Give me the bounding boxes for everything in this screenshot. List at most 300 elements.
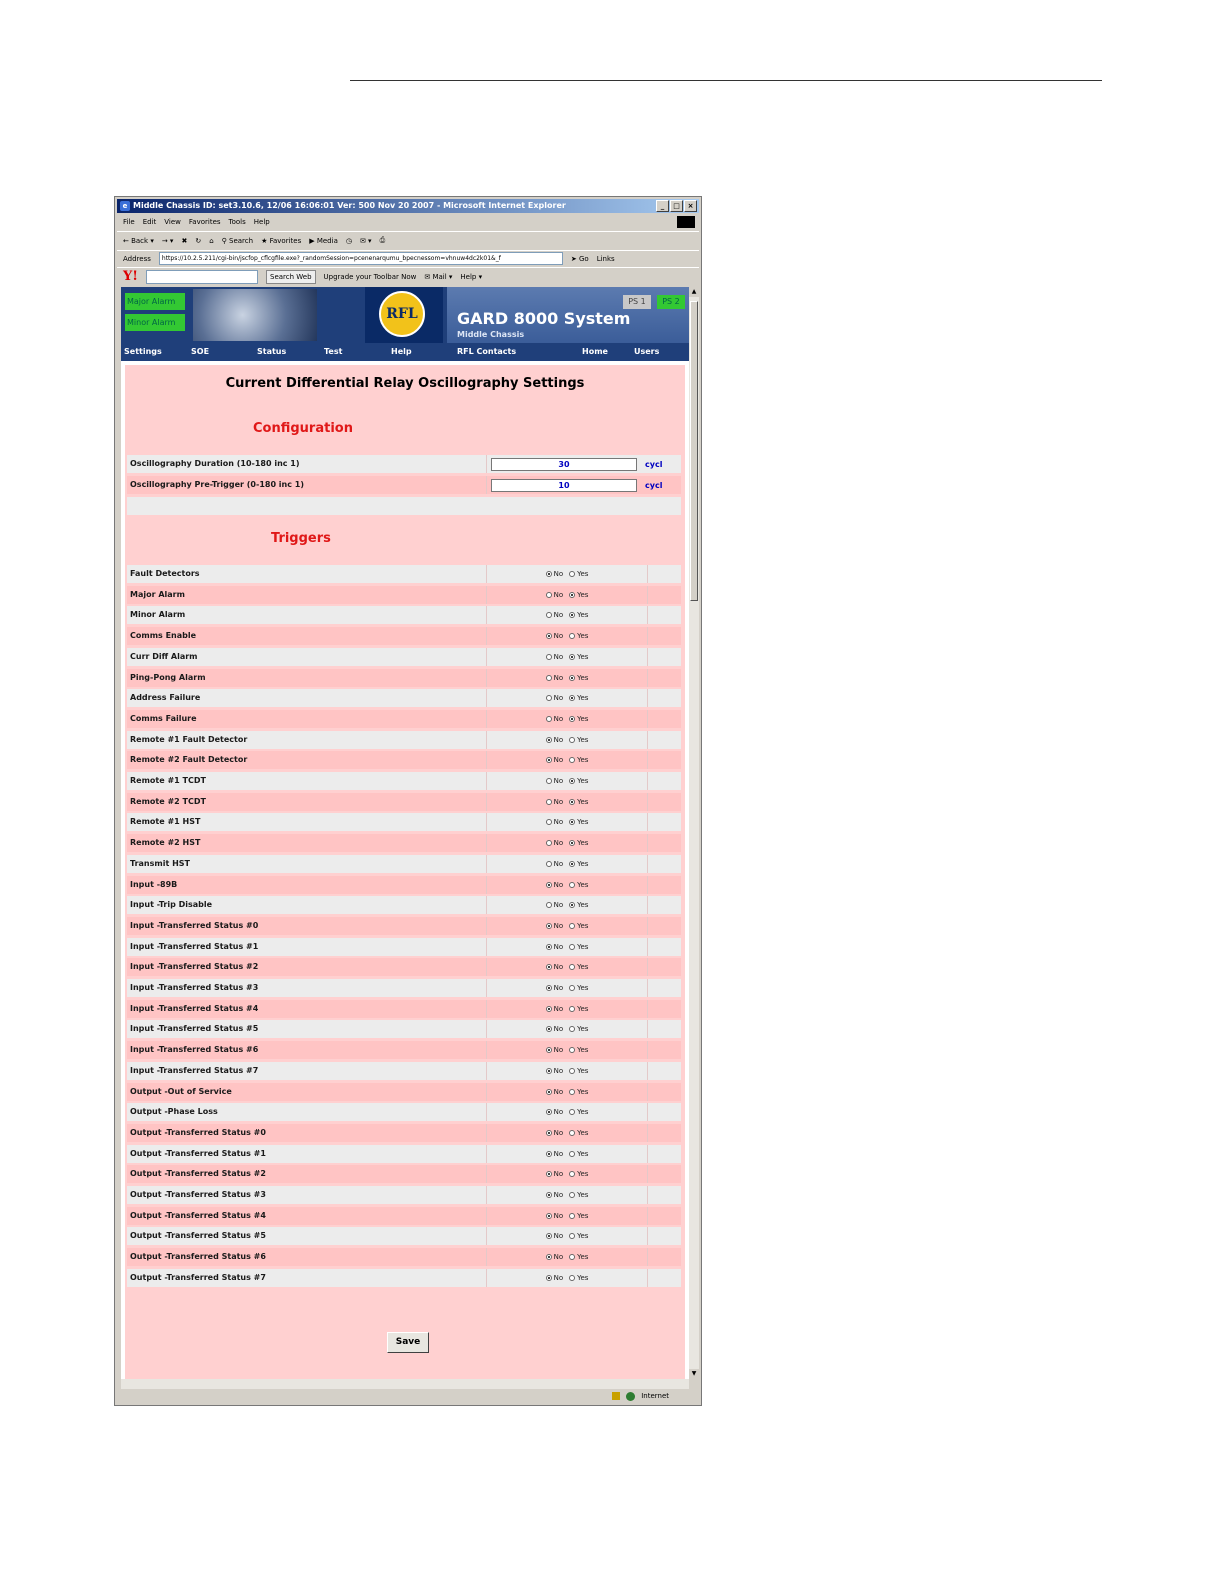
- radio-no[interactable]: [546, 1191, 564, 1199]
- radio-yes[interactable]: [569, 756, 588, 764]
- radio-label: Yes: [577, 1211, 589, 1220]
- zone-label: Internet: [641, 1392, 669, 1400]
- radio-no[interactable]: [546, 1088, 564, 1096]
- radio-button[interactable]: [569, 944, 575, 950]
- print-icon[interactable]: ⎙: [379, 236, 386, 244]
- radio-label: Yes: [577, 942, 589, 951]
- radio-yes[interactable]: [569, 860, 588, 868]
- trigger-label: Output -Out of Service: [127, 1083, 487, 1101]
- radio-label: No: [553, 694, 564, 703]
- radio-button[interactable]: [569, 861, 575, 867]
- nav-help[interactable]: Help: [391, 347, 412, 356]
- radio-yes[interactable]: [569, 963, 588, 971]
- trigger-row: [127, 648, 681, 666]
- trigger-radio-group: [487, 565, 648, 583]
- radio-no[interactable]: [546, 1025, 564, 1033]
- trigger-label: Comms Enable: [127, 627, 487, 645]
- radio-button[interactable]: [569, 985, 575, 991]
- radio-no[interactable]: [546, 901, 564, 909]
- trigger-radio-group: [487, 855, 648, 873]
- radio-no[interactable]: [546, 591, 564, 599]
- radio-yes[interactable]: [569, 1232, 588, 1240]
- radio-button[interactable]: [569, 819, 575, 825]
- trigger-radio-group: [487, 1103, 648, 1121]
- radio-no[interactable]: [546, 1129, 564, 1137]
- radio-no[interactable]: [546, 611, 564, 619]
- status-bar: [117, 1389, 699, 1403]
- scroll-down-icon[interactable]: ▼: [689, 1369, 699, 1379]
- radio-yes[interactable]: [569, 1088, 588, 1096]
- menu-favorites[interactable]: Favorites: [188, 218, 221, 226]
- radio-yes[interactable]: [569, 632, 588, 640]
- vertical-scrollbar[interactable]: [689, 287, 699, 1379]
- radio-button[interactable]: [569, 1026, 575, 1032]
- media-button[interactable]: ▶ Media: [309, 236, 338, 245]
- trigger-row: [127, 710, 681, 728]
- header-photo: [193, 289, 317, 341]
- radio-label: No: [553, 797, 564, 806]
- trigger-row: [127, 938, 681, 956]
- radio-button[interactable]: [546, 902, 552, 908]
- radio-yes[interactable]: [569, 798, 588, 806]
- radio-yes[interactable]: [569, 1046, 588, 1054]
- radio-no[interactable]: [546, 984, 564, 992]
- configuration-heading: Configuration: [253, 421, 353, 436]
- radio-no[interactable]: [546, 1108, 564, 1116]
- radio-button[interactable]: [569, 654, 575, 660]
- trigger-row: [127, 1124, 681, 1142]
- radio-yes[interactable]: [569, 839, 588, 847]
- radio-no[interactable]: [546, 1274, 564, 1282]
- radio-label: Yes: [577, 1232, 589, 1241]
- radio-button[interactable]: [546, 675, 552, 681]
- radio-button[interactable]: [569, 757, 575, 763]
- radio-button[interactable]: [546, 592, 552, 598]
- radio-yes[interactable]: [569, 1212, 588, 1220]
- radio-no[interactable]: [546, 1005, 564, 1013]
- radio-label: No: [553, 1253, 564, 1262]
- radio-button[interactable]: [546, 571, 552, 577]
- radio-button[interactable]: [546, 1233, 552, 1239]
- radio-no[interactable]: [546, 1253, 564, 1261]
- radio-no[interactable]: [546, 1170, 564, 1178]
- trigger-radio-group: [487, 606, 648, 624]
- radio-label: Yes: [577, 1066, 589, 1075]
- trigger-radio-group: [487, 1248, 648, 1266]
- duration-input[interactable]: 30: [491, 458, 637, 471]
- trigger-radio-group: [487, 1145, 648, 1163]
- radio-no[interactable]: [546, 674, 564, 682]
- radio-yes[interactable]: [569, 777, 588, 785]
- radio-label: No: [553, 818, 564, 827]
- radio-label: No: [553, 1232, 564, 1241]
- radio-no[interactable]: [546, 818, 564, 826]
- mail-button[interactable]: ✉ Mail ▾: [424, 272, 453, 281]
- radio-no[interactable]: [546, 715, 564, 723]
- radio-label: Yes: [577, 880, 589, 889]
- radio-label: No: [553, 839, 564, 848]
- radio-no[interactable]: [546, 653, 564, 661]
- radio-label: No: [553, 901, 564, 910]
- radio-no[interactable]: [546, 860, 564, 868]
- back-button[interactable]: ← Back ▾: [123, 236, 154, 245]
- radio-button[interactable]: [569, 882, 575, 888]
- radio-yes[interactable]: [569, 1067, 588, 1075]
- radio-label: Yes: [577, 921, 589, 930]
- radio-button[interactable]: [569, 1233, 575, 1239]
- menu-help[interactable]: Help: [253, 218, 270, 226]
- trigger-row: [127, 1083, 681, 1101]
- trigger-label: Remote #1 TCDT: [127, 772, 487, 790]
- trigger-row: [127, 1145, 681, 1163]
- radio-button[interactable]: [546, 944, 552, 950]
- trigger-label: Major Alarm: [127, 586, 487, 604]
- radio-yes[interactable]: [569, 922, 588, 930]
- config-row: [127, 476, 681, 494]
- radio-no[interactable]: [546, 777, 564, 785]
- radio-button[interactable]: [546, 1275, 552, 1281]
- save-button[interactable]: Save: [387, 1332, 429, 1353]
- trigger-radio-group: [487, 772, 648, 790]
- radio-no[interactable]: [546, 1067, 564, 1075]
- radio-button[interactable]: [569, 633, 575, 639]
- radio-button[interactable]: [569, 1151, 575, 1157]
- trigger-row: [127, 1103, 681, 1121]
- system-title: GARD 8000 System: [457, 309, 631, 328]
- trigger-radio-group: [487, 793, 648, 811]
- radio-button[interactable]: [569, 737, 575, 743]
- trigger-row: [127, 586, 681, 604]
- scroll-up-icon[interactable]: ▲: [689, 287, 699, 297]
- radio-yes[interactable]: [569, 1274, 588, 1282]
- radio-label: No: [553, 984, 564, 992]
- radio-button[interactable]: [569, 840, 575, 846]
- trigger-label: Fault Detectors: [127, 565, 487, 583]
- radio-button[interactable]: [546, 716, 552, 722]
- trigger-label: Remote #2 HST: [127, 834, 487, 852]
- radio-yes[interactable]: [569, 1253, 588, 1261]
- radio-yes[interactable]: [569, 1191, 588, 1199]
- search-web-button[interactable]: Search Web: [266, 270, 316, 284]
- radio-yes[interactable]: [569, 694, 588, 702]
- radio-no[interactable]: [546, 963, 564, 971]
- trigger-radio-group: [487, 1227, 648, 1245]
- trigger-row: [127, 1207, 681, 1225]
- toolbar: [117, 231, 699, 249]
- nav-home[interactable]: Home: [582, 347, 608, 356]
- rfl-logo: [365, 287, 443, 343]
- trigger-row: [127, 1165, 681, 1183]
- radio-button[interactable]: [569, 1171, 575, 1177]
- radio-no[interactable]: [546, 756, 564, 764]
- radio-yes[interactable]: [569, 1170, 588, 1178]
- radio-no[interactable]: [546, 881, 564, 889]
- radio-yes[interactable]: [569, 1129, 588, 1137]
- radio-yes[interactable]: [569, 736, 588, 744]
- radio-label: Yes: [577, 901, 589, 910]
- radio-button[interactable]: [546, 1171, 552, 1177]
- radio-yes[interactable]: [569, 881, 588, 889]
- radio-button[interactable]: [569, 675, 575, 681]
- radio-yes[interactable]: [569, 674, 588, 682]
- radio-button[interactable]: [569, 612, 575, 618]
- radio-label: Yes: [577, 777, 589, 785]
- menu-view[interactable]: View: [164, 218, 181, 226]
- radio-yes[interactable]: [569, 943, 588, 951]
- trigger-label: Comms Failure: [127, 710, 487, 728]
- radio-button[interactable]: [546, 819, 552, 825]
- radio-no[interactable]: [546, 1212, 564, 1220]
- radio-button[interactable]: [546, 654, 552, 660]
- radio-button[interactable]: [569, 1006, 575, 1012]
- radio-yes[interactable]: [569, 1150, 588, 1158]
- radio-no[interactable]: [546, 570, 564, 578]
- radio-yes[interactable]: [569, 611, 588, 619]
- radio-button[interactable]: [546, 882, 552, 888]
- nav-test[interactable]: Test: [324, 347, 343, 356]
- favorites-button[interactable]: ★ Favorites: [261, 236, 302, 245]
- horizontal-scrollbar[interactable]: [121, 1379, 689, 1389]
- radio-button[interactable]: [546, 612, 552, 618]
- radio-no[interactable]: [546, 1150, 564, 1158]
- close-icon[interactable]: ×: [684, 200, 697, 212]
- trigger-radio-group: [487, 1041, 648, 1059]
- radio-yes[interactable]: [569, 591, 588, 599]
- radio-button[interactable]: [546, 1006, 552, 1012]
- radio-button[interactable]: [546, 1047, 552, 1053]
- radio-label: No: [553, 1191, 564, 1199]
- trigger-label: Remote #1 HST: [127, 813, 487, 831]
- radio-label: Yes: [577, 570, 589, 578]
- radio-button[interactable]: [546, 695, 552, 701]
- trigger-radio-group: [487, 1124, 648, 1142]
- trigger-radio-group: [487, 710, 648, 728]
- radio-button[interactable]: [546, 840, 552, 846]
- settings-content: [125, 365, 685, 1379]
- radio-button[interactable]: [546, 778, 552, 784]
- upgrade-toolbar-link[interactable]: Upgrade your Toolbar Now: [323, 272, 417, 281]
- trigger-row: [127, 772, 681, 790]
- radio-no[interactable]: [546, 943, 564, 951]
- radio-label: Yes: [577, 839, 589, 848]
- radio-button[interactable]: [546, 861, 552, 867]
- nav-soe[interactable]: SOE: [191, 347, 210, 356]
- radio-no[interactable]: [546, 1232, 564, 1240]
- radio-button[interactable]: [546, 985, 552, 991]
- radio-button[interactable]: [569, 799, 575, 805]
- radio-no[interactable]: [546, 632, 564, 640]
- radio-label: No: [553, 1108, 564, 1117]
- radio-button[interactable]: [546, 1068, 552, 1074]
- radio-yes[interactable]: [569, 653, 588, 661]
- trigger-label: Input -89B: [127, 876, 487, 894]
- trigger-radio-group: [487, 979, 648, 997]
- radio-button[interactable]: [569, 1254, 575, 1260]
- trigger-row: [127, 689, 681, 707]
- radio-label: No: [553, 942, 564, 951]
- radio-yes[interactable]: [569, 1108, 588, 1116]
- radio-button[interactable]: [546, 1213, 552, 1219]
- trigger-radio-group: [487, 627, 648, 645]
- radio-button[interactable]: [546, 1192, 552, 1198]
- links-button[interactable]: Links: [596, 254, 615, 263]
- trigger-radio-group: [487, 1186, 648, 1204]
- trigger-label: Input -Transferred Status #5: [127, 1020, 487, 1038]
- mail-icon[interactable]: ✉ ▾: [359, 236, 372, 245]
- radio-button[interactable]: [569, 1213, 575, 1219]
- trigger-row: [127, 1186, 681, 1204]
- go-button[interactable]: ➤ Go: [570, 254, 589, 263]
- radio-no[interactable]: [546, 798, 564, 806]
- radio-label: No: [553, 673, 564, 682]
- nav-rfl-contacts[interactable]: RFL Contacts: [457, 347, 517, 356]
- trigger-row: [127, 917, 681, 935]
- menu-bar: [117, 214, 699, 230]
- radio-button[interactable]: [546, 737, 552, 743]
- radio-label: No: [553, 1046, 564, 1055]
- trigger-label: Output -Transferred Status #5: [127, 1227, 487, 1245]
- radio-button[interactable]: [569, 923, 575, 929]
- radio-button[interactable]: [569, 571, 575, 577]
- radio-label: No: [553, 1004, 564, 1013]
- radio-button[interactable]: [569, 716, 575, 722]
- main-nav: [121, 343, 689, 361]
- trigger-label: Minor Alarm: [127, 606, 487, 624]
- trigger-row: [127, 813, 681, 831]
- trigger-label: Address Failure: [127, 689, 487, 707]
- yahoo-search-input[interactable]: [146, 270, 258, 284]
- title-bar: [117, 199, 699, 213]
- radio-yes[interactable]: [569, 984, 588, 992]
- radio-label: Yes: [577, 1087, 589, 1096]
- radio-button[interactable]: [569, 1089, 575, 1095]
- trigger-row: [127, 751, 681, 769]
- radio-button[interactable]: [569, 902, 575, 908]
- radio-button[interactable]: [546, 1089, 552, 1095]
- trigger-row: [127, 834, 681, 852]
- radio-button[interactable]: [546, 799, 552, 805]
- ps1-indicator: PS 1: [623, 295, 651, 309]
- radio-button[interactable]: [546, 1026, 552, 1032]
- menu-tools[interactable]: Tools: [228, 218, 246, 226]
- radio-button[interactable]: [546, 923, 552, 929]
- radio-button[interactable]: [546, 1109, 552, 1115]
- trigger-radio-group: [487, 1083, 648, 1101]
- radio-label: Yes: [577, 1128, 589, 1137]
- radio-no[interactable]: [546, 736, 564, 744]
- ie-icon: e: [120, 201, 130, 211]
- trigger-label: Curr Diff Alarm: [127, 648, 487, 666]
- radio-button[interactable]: [569, 1275, 575, 1281]
- radio-label: No: [553, 880, 564, 889]
- radio-button[interactable]: [546, 757, 552, 763]
- trigger-label: Input -Transferred Status #2: [127, 958, 487, 976]
- trigger-radio-group: [487, 876, 648, 894]
- radio-button[interactable]: [569, 964, 575, 970]
- radio-label: Yes: [577, 1108, 589, 1117]
- radio-yes[interactable]: [569, 901, 588, 909]
- trigger-label: Input -Trip Disable: [127, 896, 487, 914]
- maximize-icon[interactable]: □: [670, 200, 683, 212]
- minimize-icon[interactable]: _: [656, 200, 669, 212]
- search-button[interactable]: ⚲ Search: [221, 236, 254, 245]
- trigger-label: Ping-Pong Alarm: [127, 669, 487, 687]
- address-input[interactable]: https://10.2.5.211/cgi-bin/jscfop_cflcgfile.exe?_randomSession=pcenenarqumu_bpecnessom=vhnuw4dc2k01&_f: [159, 252, 563, 265]
- radio-button[interactable]: [546, 1151, 552, 1157]
- nav-settings[interactable]: Settings: [124, 347, 162, 356]
- radio-button[interactable]: [569, 1068, 575, 1074]
- radio-yes[interactable]: [569, 570, 588, 578]
- radio-label: No: [553, 735, 564, 744]
- nav-status[interactable]: Status: [257, 347, 287, 356]
- radio-button[interactable]: [546, 964, 552, 970]
- radio-yes[interactable]: [569, 1005, 588, 1013]
- radio-label: Yes: [577, 632, 589, 641]
- radio-yes[interactable]: [569, 818, 588, 826]
- radio-no[interactable]: [546, 1046, 564, 1054]
- refresh-icon[interactable]: ↻: [195, 236, 202, 245]
- forward-button[interactable]: → ▾: [161, 236, 174, 245]
- radio-label: No: [553, 1149, 564, 1158]
- home-icon[interactable]: ⌂: [209, 236, 214, 245]
- radio-button[interactable]: [569, 778, 575, 784]
- page-title: Current Differential Relay Oscillography Settings: [225, 376, 585, 391]
- config-unit: cycl: [645, 480, 663, 490]
- radio-yes[interactable]: [569, 1025, 588, 1033]
- menu-edit[interactable]: Edit: [142, 218, 157, 226]
- toolbar-help-button[interactable]: Help ▾: [460, 272, 483, 281]
- radio-no[interactable]: [546, 694, 564, 702]
- trigger-label: Output -Transferred Status #7: [127, 1269, 487, 1287]
- radio-button[interactable]: [569, 695, 575, 701]
- radio-yes[interactable]: [569, 715, 588, 723]
- radio-button[interactable]: [569, 592, 575, 598]
- history-icon[interactable]: ◷: [345, 236, 352, 245]
- scroll-thumb[interactable]: [690, 301, 698, 601]
- trigger-radio-group: [487, 1020, 648, 1038]
- radio-no[interactable]: [546, 922, 564, 930]
- browser-window: [114, 196, 702, 1406]
- trigger-radio-group: [487, 917, 648, 935]
- radio-label: No: [553, 756, 564, 765]
- radio-label: No: [553, 611, 564, 620]
- nav-users[interactable]: Users: [634, 347, 660, 356]
- system-panel: [447, 287, 689, 343]
- radio-button[interactable]: [546, 1130, 552, 1136]
- radio-button[interactable]: [569, 1109, 575, 1115]
- radio-label: Yes: [577, 963, 589, 972]
- radio-label: No: [553, 1128, 564, 1137]
- trigger-row: [127, 627, 681, 645]
- radio-button[interactable]: [569, 1047, 575, 1053]
- trigger-label: Remote #2 TCDT: [127, 793, 487, 811]
- menu-file[interactable]: File: [123, 218, 135, 226]
- stop-icon[interactable]: ✖: [181, 236, 188, 245]
- radio-button[interactable]: [546, 1254, 552, 1260]
- radio-button[interactable]: [569, 1192, 575, 1198]
- trigger-radio-group: [487, 731, 648, 749]
- trigger-label: Output -Transferred Status #3: [127, 1186, 487, 1204]
- radio-button[interactable]: [546, 633, 552, 639]
- pretrigger-input[interactable]: 10: [491, 479, 637, 492]
- windows-logo-icon: [677, 216, 695, 228]
- trigger-label: Input -Transferred Status #0: [127, 917, 487, 935]
- radio-button[interactable]: [569, 1130, 575, 1136]
- trigger-label: Input -Transferred Status #6: [127, 1041, 487, 1059]
- radio-no[interactable]: [546, 839, 564, 847]
- trigger-radio-group: [487, 586, 648, 604]
- radio-label: No: [553, 714, 564, 723]
